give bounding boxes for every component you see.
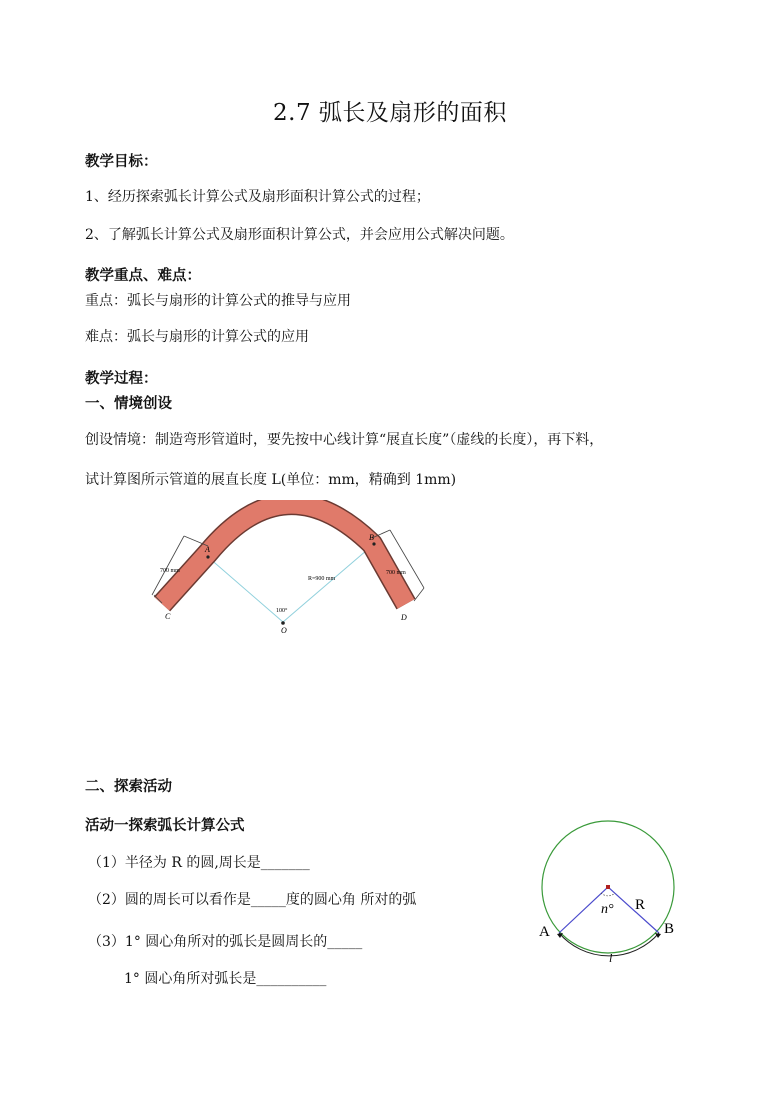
process-heading: 教学过程： <box>85 371 158 387</box>
arc-arrow-b <box>655 933 661 938</box>
circle-label-n: n° <box>601 902 614 917</box>
arc-arrow-a <box>557 933 563 938</box>
section-1-heading: 一、情境创设 <box>85 396 172 412</box>
key-points-heading: 教学重点、难点： <box>85 268 201 284</box>
point-o-label: O <box>281 626 287 635</box>
point-b-label: B <box>369 533 374 542</box>
circle-label-a: A <box>539 924 550 940</box>
radius-line-oa <box>208 557 283 622</box>
radius-label: R=900 mm <box>308 576 336 582</box>
key-point: 重点：弧长与扇形的计算公式的推导与应用 <box>85 293 351 309</box>
radius-line-b <box>608 887 659 933</box>
angle-arc <box>601 893 615 896</box>
circle-label-b: B <box>664 921 675 937</box>
question-3: （3）1° 圆心角所对的弧长是圆周长的_____ <box>88 934 363 950</box>
scenario-paragraph-line-1: 创设情境：制造弯形管道时，要先按中心线计算“展直长度”（虚线的长度），再下料， <box>85 432 604 448</box>
objective-item-1: 1、经历探索弧长计算公式及扇形面积计算公式的过程； <box>85 189 430 205</box>
circle-label-l: l <box>609 951 613 965</box>
pipe-figure <box>140 500 440 640</box>
question-1: （1）半径为 R 的圆,周长是_______ <box>88 855 310 871</box>
activity-title: 活动一探索弧长计算公式 <box>85 818 245 834</box>
angle-label: 100° <box>276 608 288 614</box>
pipe-body <box>162 504 406 604</box>
left-dimension-label: 700 mm <box>160 568 180 574</box>
point-o-marker <box>281 621 285 625</box>
question-4: 1° 圆心角所对弧长是__________ <box>124 971 327 987</box>
radius-line-ob <box>283 544 374 622</box>
point-c-label: C <box>165 612 171 621</box>
point-d-label: D <box>401 613 407 622</box>
pipe-radius-lines <box>208 544 374 622</box>
page-title: 2.7 弧长及扇形的面积 <box>273 100 507 126</box>
center-point <box>606 885 610 889</box>
objective-item-2: 2、了解弧长计算公式及扇形面积计算公式，并会应用公式解决问题。 <box>85 227 514 243</box>
point-a-marker <box>206 555 209 558</box>
section-2-heading: 二、探索活动 <box>85 779 172 795</box>
circle-figure <box>535 815 685 970</box>
circle-label-r: R <box>635 897 646 913</box>
difficult-point: 难点：弧长与扇形的计算公式的应用 <box>85 329 309 345</box>
right-dimension-label: 700 mm <box>386 570 406 576</box>
point-a-label: A <box>205 545 210 554</box>
point-b-marker <box>372 542 375 545</box>
question-2: （2）圆的周长可以看作是_____度的圆心角 所对的弧 <box>88 892 417 908</box>
objectives-heading: 教学目标： <box>85 154 158 170</box>
scenario-paragraph-line-2: 试计算图所示管道的展直长度 L(单位：mm，精确到 1mm) <box>85 472 457 488</box>
